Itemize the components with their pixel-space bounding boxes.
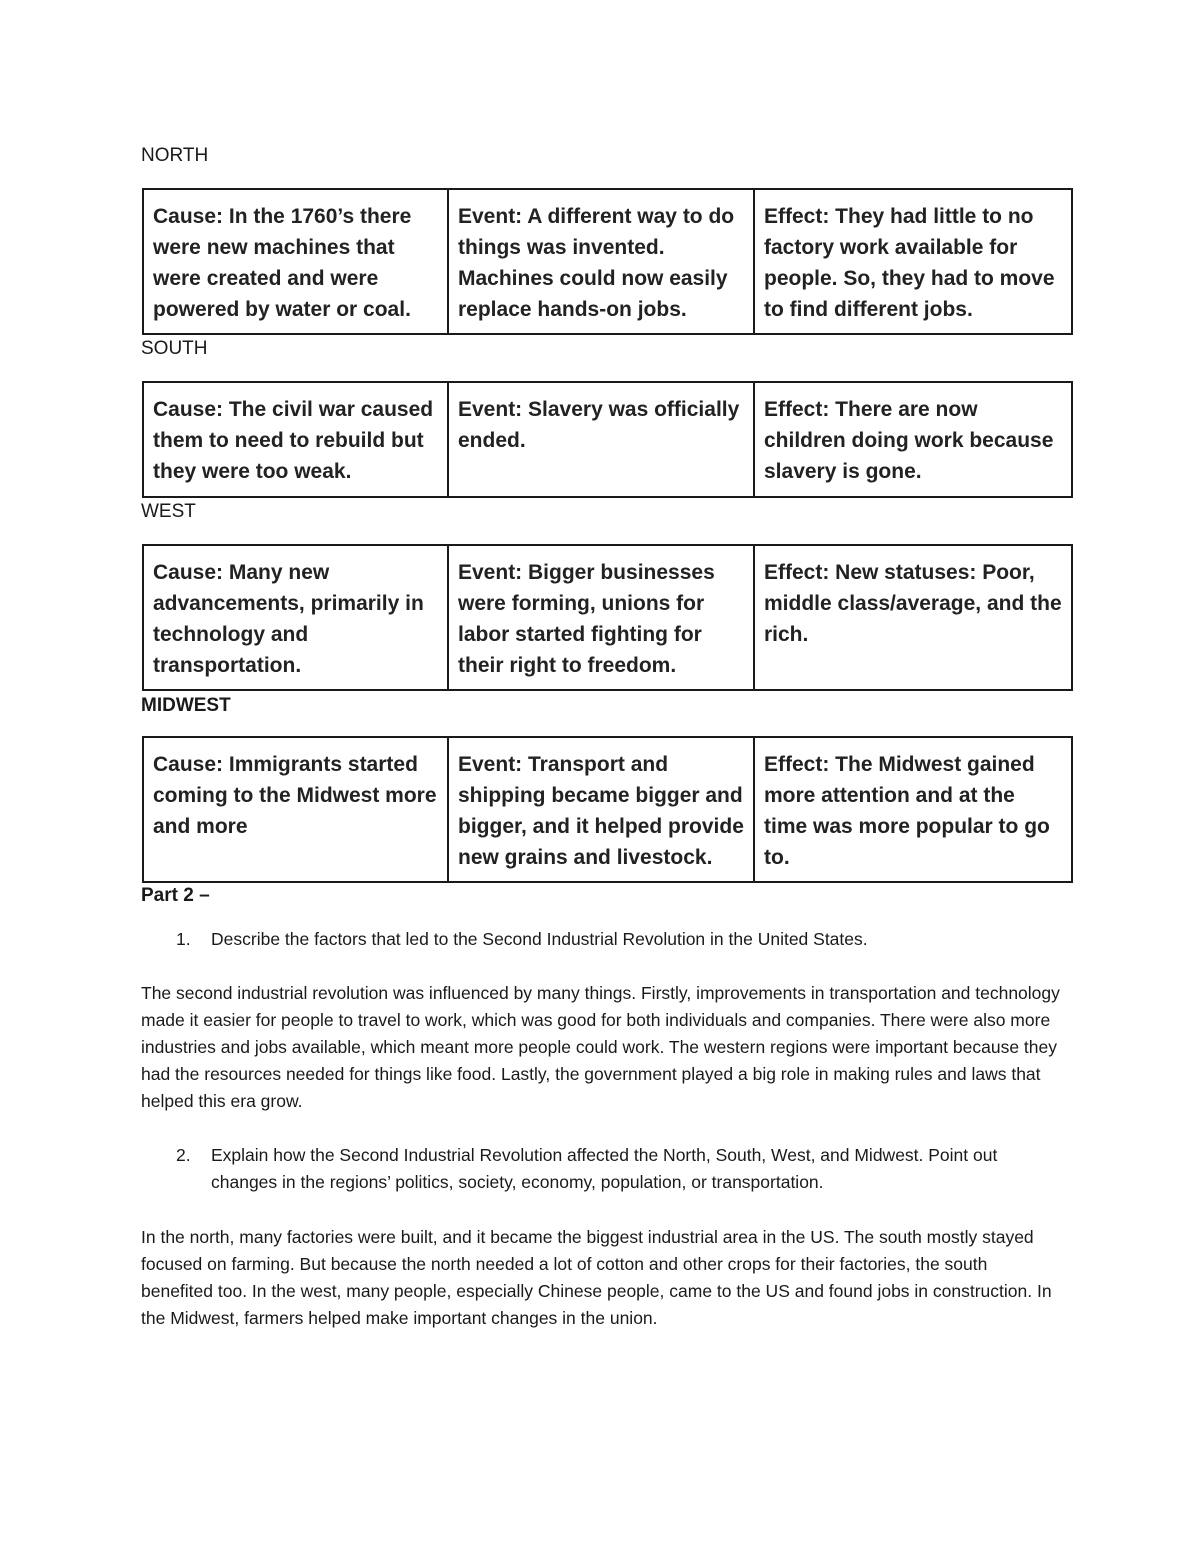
cause-cell: Cause: Many new advancements, primarily in technology and transportation. [143,545,448,690]
answer-2: In the north, many factories were built, and it became the biggest industrial area in the US. The south mostly stayed focused on farming. But because the north needed a lot of cotton and other crops for their factories, the south benefited too. In the west, many people, especially Chinese people, came to the US and found jobs in construction. In the Midwest, farmers helped make important changes in the union. [141,1227,1052,1328]
question-2 [141,1142,1061,1196]
cause-event-effect-table-midwest [142,736,1073,883]
effect-cell: Effect: They had little to no factory work available for people. So, they had to move to find different jobs. [754,189,1072,334]
table-row [143,189,1072,334]
cause-cell: Cause: Immigrants started coming to the Midwest more and more [143,737,448,882]
table-row [143,545,1072,690]
answer-1: The second industrial revolution was influenced by many things. Firstly, improvements in transportation and technology made it easier for people to travel to work, which was good for both individuals and companies. There were also more industries and jobs available, which meant more people could work. The western regions were important because they had the resources needed for things like food. Lastly, the government played a big role in making rules and laws that helped this era grow. [141,983,1060,1111]
region-heading-west: WEST [141,501,196,522]
cause-cell: Cause: The civil war caused them to need to rebuild but they were too weak. [143,382,448,497]
effect-cell: Effect: New statuses: Poor, middle class/average, and the rich. [754,545,1072,690]
event-cell: Event: A different way to do things was invented. Machines could now easily replace hands-on jobs. [448,189,754,334]
question-number: 1. [176,929,191,949]
event-cell: Event: Transport and shipping became bigger and bigger, and it helped provide new grains and livestock. [448,737,754,882]
region-heading-midwest: MIDWEST [141,695,231,716]
event-cell: Event: Bigger businesses were forming, unions for labor started fighting for their right to freedom. [448,545,754,690]
question-text: Describe the factors that led to the Second Industrial Revolution in the United States. [211,929,868,949]
cause-event-effect-table-north [142,188,1073,335]
question-number: 2. [176,1145,191,1165]
effect-cell: Effect: The Midwest gained more attention and at the time was more popular to go to. [754,737,1072,882]
cause-event-effect-table-south [142,381,1073,498]
effect-cell: Effect: There are now children doing work because slavery is gone. [754,382,1072,497]
table-row [143,382,1072,497]
cause-cell: Cause: In the 1760’s there were new machines that were created and were powered by water or coal. [143,189,448,334]
region-heading-south: SOUTH [141,338,208,359]
cause-event-effect-table-west [142,544,1073,691]
part2-title: Part 2 – [141,885,210,906]
question-1 [141,926,1061,953]
event-cell: Event: Slavery was officially ended. [448,382,754,497]
question-text: Explain how the Second Industrial Revolution affected the North, South, West, and Midwest. Point out changes in the regions’ politics, society, economy, population, or transportation. [211,1145,998,1192]
region-heading-north: NORTH [141,145,209,166]
table-row [143,737,1072,882]
